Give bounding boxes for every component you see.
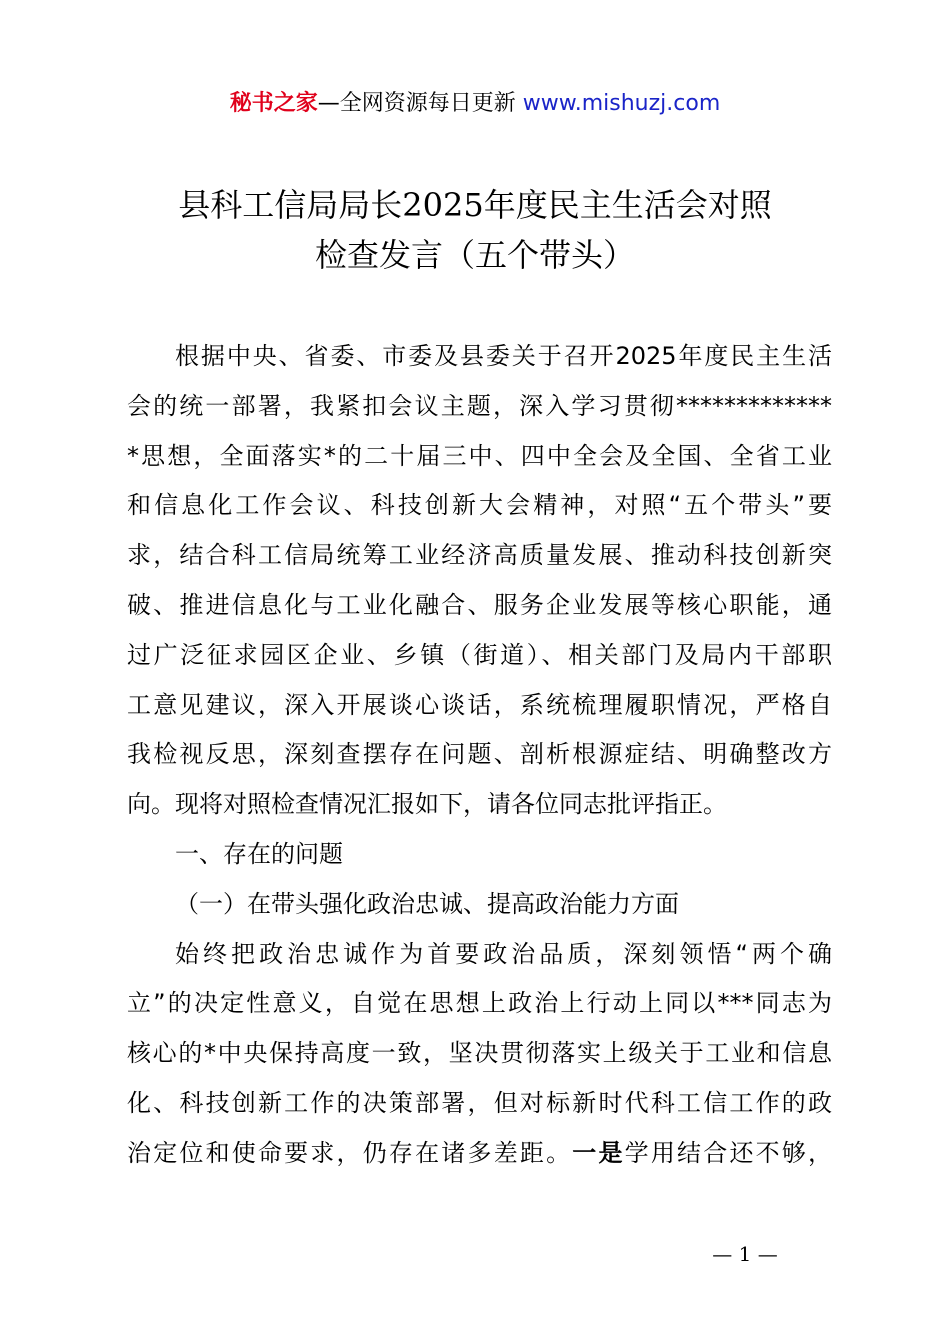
intro-paragraph-line: 破、推进信息化与工业化融合、服务企业发展等核心职能，通 <box>127 590 832 619</box>
intro-paragraph-line: 工意见建议，深入开展谈心谈话，系统梳理履职情况，严格自 <box>127 690 832 719</box>
intro-paragraph-line: 求，结合科工信局统筹工业经济高质量发展、推动科技创新突 <box>127 541 832 570</box>
site-url-link[interactable]: www.mishuzj.com <box>522 91 721 116</box>
title-line-1: 县科工信局局长2025年度民主生活会对照 <box>178 186 772 224</box>
brand-name: 秘书之家 <box>229 91 318 116</box>
document-body <box>127 332 832 1179</box>
paragraph-line: 始终把政治忠诚作为首要政治品质，深刻领悟“两个确 <box>175 939 832 968</box>
paragraph-text: 学用结合还不够， <box>624 1138 832 1167</box>
intro-paragraph-line: 过广泛征求园区企业、乡镇（街道）、相关部门及局内干部职 <box>127 640 832 669</box>
intro-paragraph-line: 根据中央、省委、市委及县委关于召开2025年度民主生活 <box>175 342 832 370</box>
paragraph-line: 立”的决定性意义，自觉在思想上政治上行动上同以***同志为 <box>127 989 832 1018</box>
intro-paragraph-line: 向。现将对照检查情况汇报如下，请各位同志批评指正。 <box>127 790 727 819</box>
paragraph-line: 核心的*中央保持高度一致，坚决贯彻落实上级关于工业和信息 <box>127 1039 832 1068</box>
intro-paragraph-line: *思想，全面落实*的二十届三中、四中全会及全国、全省工业 <box>127 441 832 470</box>
intro-paragraph-line: 会的统一部署，我紧扣会议主题，深入学习贯彻************* <box>127 391 832 420</box>
header-tagline: —全网资源每日更新 <box>317 91 523 116</box>
bold-emphasis: 一是 <box>572 1138 625 1167</box>
title-line-2: 检查发言（五个带头） <box>314 236 635 274</box>
site-header <box>0 88 950 120</box>
paragraph-line-mixed <box>127 1129 832 1179</box>
subsection-heading: （一）在带头强化政治忠诚、提高政治能力方面 <box>175 889 679 918</box>
intro-paragraph-line: 和信息化工作会议、科技创新大会精神，对照“五个带头”要 <box>127 491 832 520</box>
paragraph-line: 化、科技创新工作的决策部署，但对标新时代科工信工作的政 <box>127 1088 832 1117</box>
page-number: — 1 — <box>712 1242 778 1266</box>
paragraph-text: 治定位和使命要求，仍存在诸多差距。 <box>127 1138 573 1167</box>
section-heading: 一、存在的问题 <box>175 839 343 868</box>
intro-paragraph-line: 我检视反思，深刻查摆存在问题、剖析根源症结、明确整改方 <box>127 740 832 769</box>
document-title <box>100 180 850 280</box>
